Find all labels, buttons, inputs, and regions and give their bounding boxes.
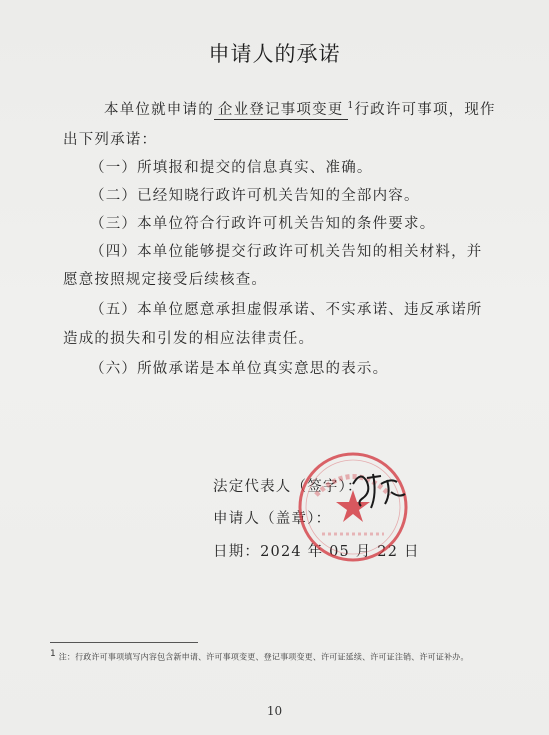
commitment-2: （二）已经知晓行政许可机关告知的全部内容。 bbox=[90, 188, 420, 204]
footnote bbox=[50, 647, 520, 665]
handwritten-signature-icon bbox=[347, 464, 409, 512]
commitment-3: （三）本单位符合行政许可机关告知的条件要求。 bbox=[90, 216, 436, 232]
filled-item: 企业登记事项变更 bbox=[214, 102, 348, 120]
commitment-4-cont: 愿意按照规定接受后续核查。 bbox=[63, 272, 268, 288]
applicant-label: 申请人（盖章）： bbox=[213, 511, 332, 527]
legal-rep-label: 法定代表人（签字）： bbox=[213, 479, 363, 495]
commitment-6: （六）所做承诺是本单位真实意思的表示。 bbox=[90, 361, 389, 377]
commitment-5-cont: 造成的损失和引发的相应法律责任。 bbox=[63, 331, 315, 347]
intro-line-2: 出下列承诺： bbox=[63, 132, 158, 148]
intro-line-1 bbox=[104, 98, 496, 120]
commitment-1: （一）所填报和提交的信息真实、准确。 bbox=[90, 160, 373, 176]
commitment-4: （四）本单位能够提交行政许可机关告知的相关材料，并 bbox=[90, 244, 483, 260]
commitment-5: （五）本单位愿意承担虚假承诺、不实承诺、违反承诺所 bbox=[90, 302, 483, 318]
footnote-divider bbox=[50, 642, 198, 643]
footnote-text: 注：行政许可事项填写内容包含新申请、许可事项变更、登记事项变更、许可证延续、许可证注销、许可证补办。 bbox=[58, 652, 469, 662]
page-title: 申请人的承诺 bbox=[208, 42, 341, 66]
footnote-marker: 1 bbox=[50, 649, 56, 659]
date-line: 日期：2024 年 05 月 22 日 bbox=[213, 544, 420, 560]
intro-suffix: 行政许可事项，现作 bbox=[354, 102, 496, 118]
footnote-ref: 1 bbox=[347, 101, 355, 112]
intro-prefix: 本单位就申请的 bbox=[104, 102, 214, 118]
page-number: 10 bbox=[266, 704, 283, 718]
